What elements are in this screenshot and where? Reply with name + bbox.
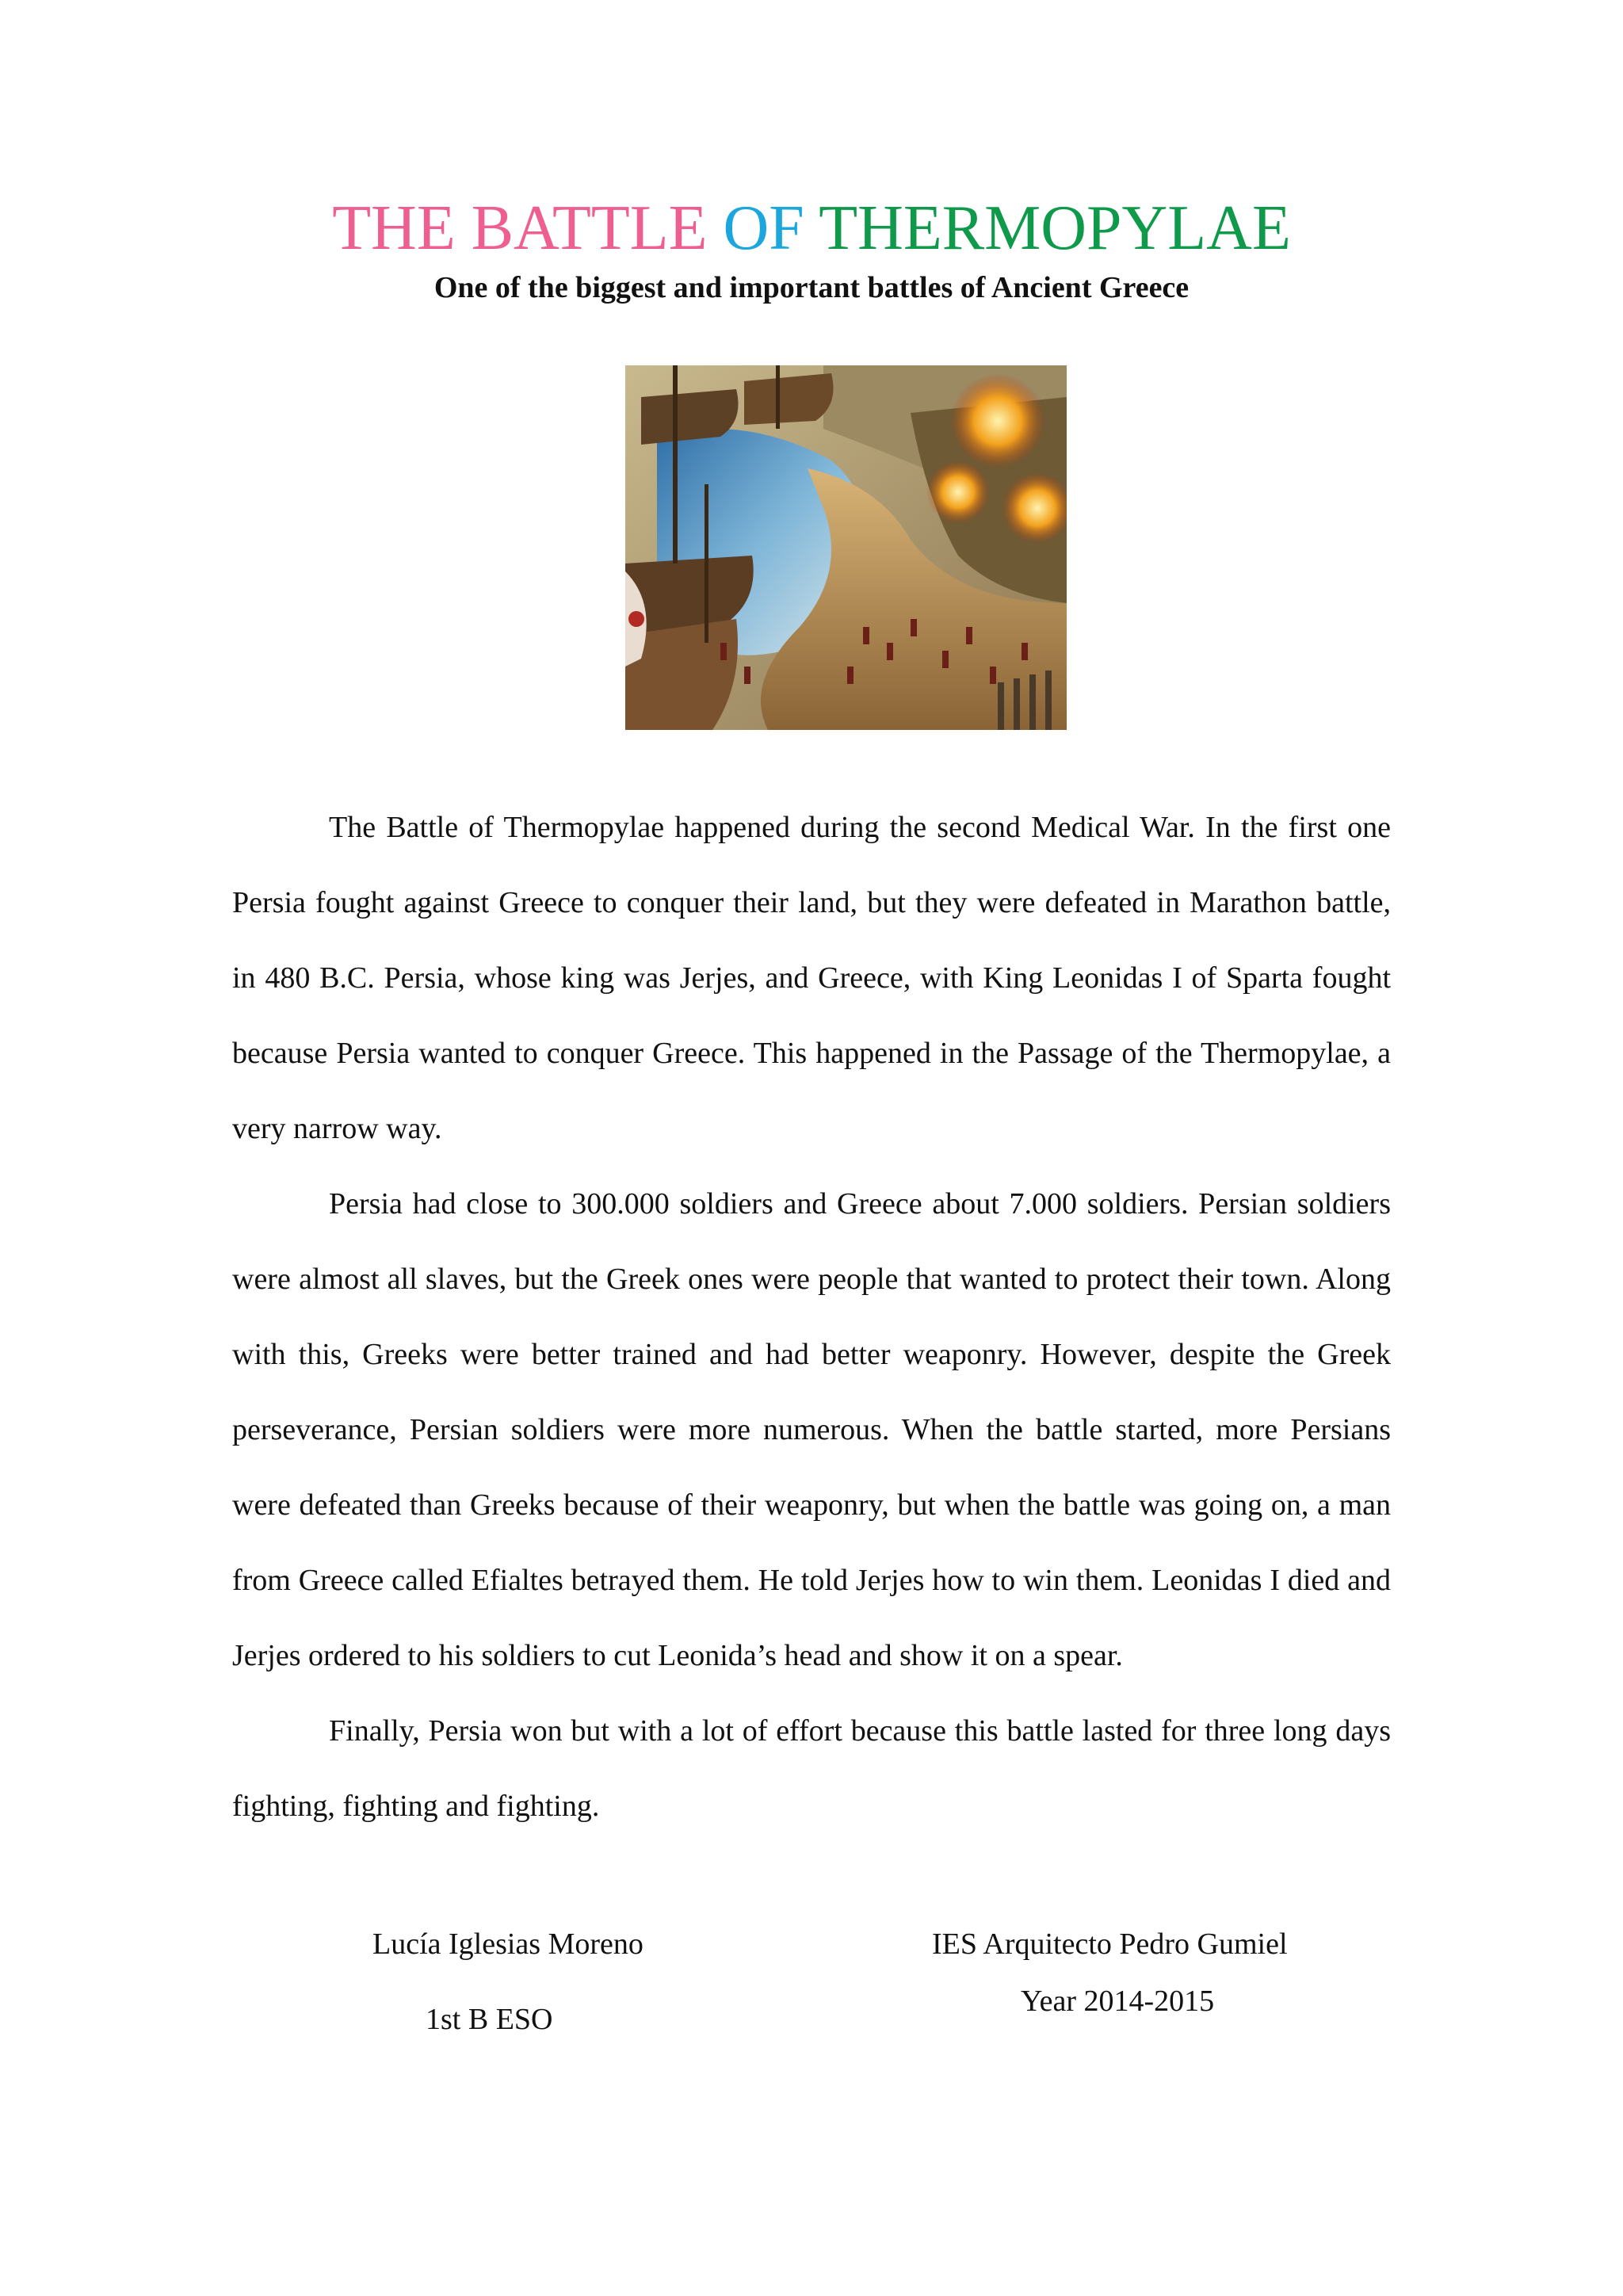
page-title [0, 189, 1623, 268]
author-class: 1st B ESO [426, 2003, 553, 2036]
page-subtitle: One of the biggest and important battles of Ancient Greece [433, 271, 1190, 304]
author-name: Lucía Iglesias Moreno [372, 1927, 643, 1961]
article-body [232, 790, 1391, 1844]
battle-illustration-icon [625, 365, 1067, 730]
title-part-3: THERMOPYLAE [819, 193, 1291, 263]
title-part-1: THE BATTLE [332, 193, 724, 263]
title-part-2: OF [723, 193, 819, 263]
paragraph-3: Finally, Persia won but with a lot of effort because this battle lasted for three long days fighting, fighting and fighting. [232, 1714, 1391, 1823]
paragraph-1: The Battle of Thermopylae happened during the second Medical War. In the first one Persia fought against Greece to conquer their land, but they were defeated in Marathon battle, in 480 B.C. Persia, whose king was Jerjes, and Greece, with King Leonidas I of Sparta fought because Persia wanted to conquer Greece. This happened in the Passage of the Thermopylae, a very narrow way. [232, 811, 1391, 1145]
school-year: Year 2014-2015 [1021, 1985, 1215, 2018]
paragraph-2: Persia had close to 300.000 soldiers and Greece about 7.000 soldiers. Persian soldiers were almost all slaves, but the Greek ones were people that wanted to protect their town. Along with this, Greeks were better trained and had better weaponry. However, despite the Greek perseverance, Persian soldiers were more numerous. When the battle started, more Persians were defeated than Greeks because of their weaponry, but when the battle was going on, a man from Greece called Efialtes betrayed them. He told Jerjes how to win them. Leonidas I died and Jerjes ordered to his soldiers to cut Leonida’s head and show it on a spear. [232, 1187, 1391, 1672]
school-name: IES Arquitecto Pedro Gumiel [932, 1927, 1288, 1961]
